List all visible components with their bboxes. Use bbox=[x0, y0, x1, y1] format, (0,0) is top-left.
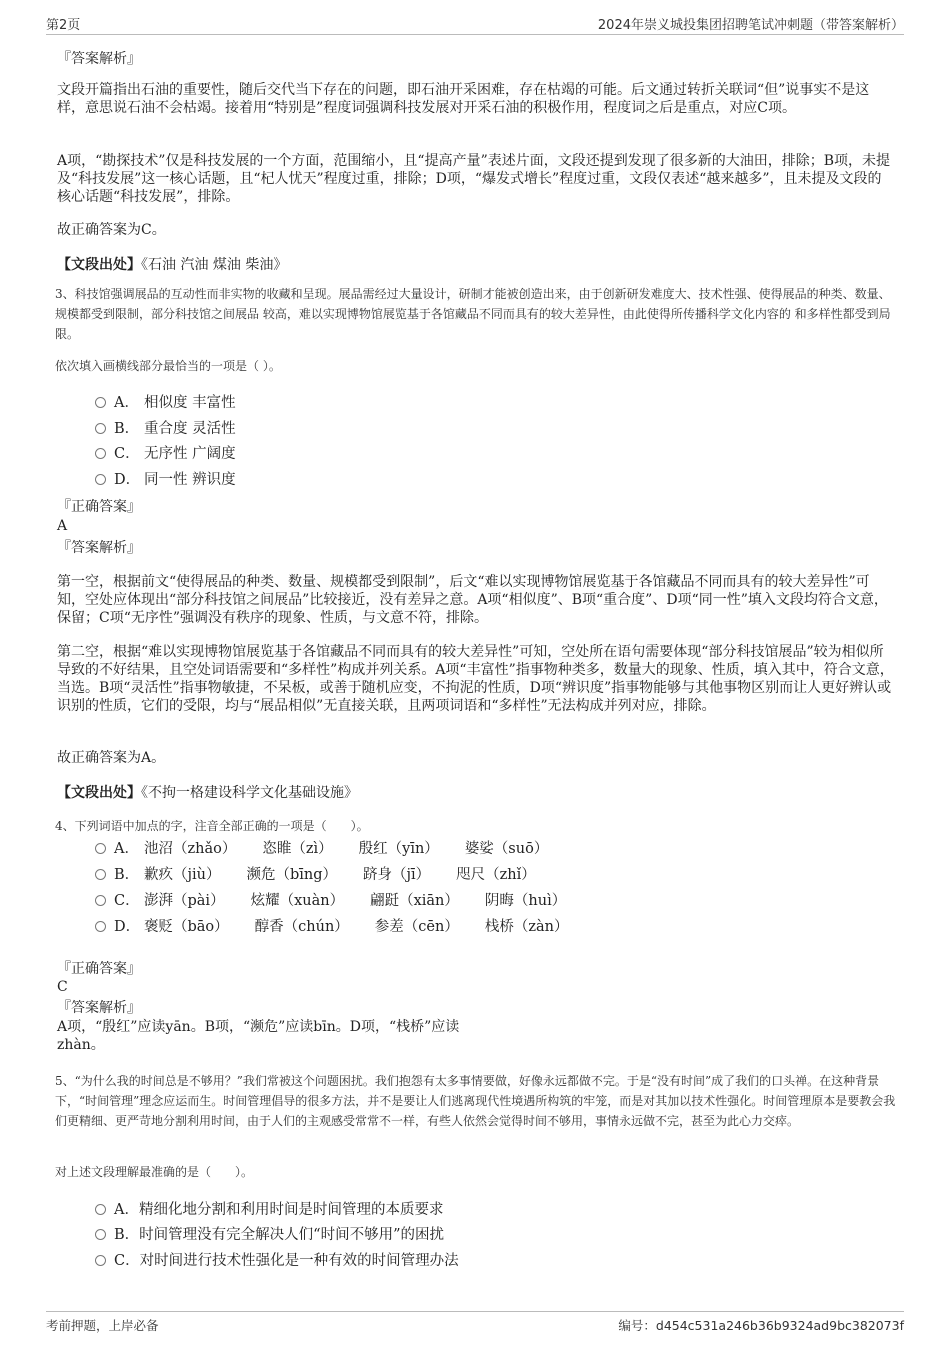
radio-icon[interactable] bbox=[95, 895, 106, 906]
radio-icon[interactable] bbox=[95, 921, 106, 932]
option-a[interactable]: A．精细化地分割和利用时间是时间管理的本质要求 bbox=[95, 1200, 443, 1220]
question-prompt: 对上述文段理解最准确的是（ ）。 bbox=[55, 1165, 254, 1179]
analysis-label: 『答案解析』 bbox=[57, 51, 141, 67]
question-stem: 4、下列词语中加点的字，注音全部正确的一项是（ ）。 bbox=[55, 819, 369, 833]
correct-answer-statement: 故正确答案为C。 bbox=[57, 222, 166, 238]
radio-icon[interactable] bbox=[95, 474, 106, 485]
analysis-paragraph: 第一空，根据前文“使得展品的种类、数量、规模都受到限制”，后文“难以实现博物馆展览基于各馆藏品不同而具有的较大差异性”可知，空处应体现出“部分科技馆之间展品”比较接近，没有差异之意。A项“相似度”、B项“重合度”、D项“同一性”填入文段均符合文意，保留；C项“无序性”强调没有秩序的现象、性质，与文意不符，排除。 bbox=[57, 574, 888, 626]
analysis-line: A项，“殷红”应读yān。B项，“濒危”应读bīn。D项，“栈桥”应读 bbox=[57, 1019, 460, 1035]
option-c[interactable]: C． 无序性 广阔度 bbox=[95, 444, 236, 464]
option-b[interactable]: B． 重合度 灵活性 bbox=[95, 419, 236, 439]
source-line bbox=[57, 256, 895, 274]
analysis-label: 『答案解析』 bbox=[57, 540, 141, 556]
analysis-paragraph: 文段开篇指出石油的重要性，随后交代当下存在的问题，即石油开采困难，存在枯竭的可能。后文通过转折关联词“但”说事实不是这样，意思说石油不会枯竭。接着用“特别是”程度词强调科技发展对开采石油的积极作用，程度词之后是重点，对应C项。 bbox=[57, 82, 870, 116]
radio-icon[interactable] bbox=[95, 448, 106, 459]
radio-icon[interactable] bbox=[95, 423, 106, 434]
source-label: 【文段出处】 bbox=[57, 785, 141, 801]
analysis-paragraph: A项，“勘探技术”仅是科技发展的一个方面，范围缩小，且“提高产量”表述片面，文段还提到发现了很多新的大油田，排除；B项，未提及“科技发展”这一核心话题，且“杞人忧天”程度过重，排除；D项，“爆发式增长”程度过重，文段仅表述“越来越多”，且未提及文段的核心话题“科技发展”，排除。 bbox=[57, 153, 891, 205]
analysis-paragraph: 第二空，根据“难以实现博物馆展览基于各馆藏品不同而具有的较大差异性”可知，空处所在语句需要体现“部分科技馆展品”较为相似所导致的不好结果，且空处词语需要和“多样性”构成并列关系。A项“丰富性”指事物种类多，数量大的现象、性质，填入其中，符合文意，当选。B项“灵活性”指事物敏捷，不呆板，或善于随机应变，不拘泥的性质，D项“辨识度”指事物能够与其他事物区别而让人更好辨认或识别的性质，它们的受限，均与“展品相似”无直接关联，且两项词语和“多样性”无法构成并列对应，排除。 bbox=[57, 644, 894, 714]
document-title: 2024年崇义城投集团招聘笔试冲刺题（带答案解析） bbox=[597, 18, 904, 33]
radio-icon[interactable] bbox=[95, 1255, 106, 1266]
question-stem: 3、科技馆强调展品的互动性而非实物的收藏和呈现。展品需经过大量设计，研制才能被创造出来，由于创新研发难度大、技术性强、使得展品的种类、数量、规模都受到限制，部分科技馆之间展品 较高，难以实现博物馆展览基于各馆藏品不同而具有的较大差异性，由此使得所传播科学文化内容的 和多样性都受到局限。 bbox=[55, 287, 891, 341]
source-title: 《不拘一格建设科学文化基础设施》 bbox=[141, 785, 358, 801]
correct-answer: C bbox=[57, 979, 68, 995]
answer-label: 『正确答案』 bbox=[57, 961, 141, 977]
analysis-label: 『答案解析』 bbox=[57, 1000, 141, 1016]
page-number: 第2页 bbox=[46, 18, 81, 33]
radio-icon[interactable] bbox=[95, 1229, 106, 1240]
question-stem: 5、“为什么我的时间总是不够用？”我们常被这个问题困扰。我们抱怨有太多事情要做，好像永远都做不完。于是“没有时间”成了我们的口头禅。在这种背景下，“时间管理”理念应运而生。时间管理倡导的很多方法，并不是要让人们逃离现代性境遇所构筑的牢笼，而是对其加以技术性强化。时间管理原本是要教会我们更精细、更严苛地分割利用时间，由于人们的主观感受常常不一样，有些人依然会觉得时间不够用，事情永远做不完，甚至为此心力交瘁。 bbox=[55, 1074, 896, 1128]
option-d[interactable]: D． 褒贬（bāo） 醇香（chún） 参差（cēn） 栈桥（zàn） bbox=[95, 917, 594, 937]
page-footer bbox=[46, 1311, 904, 1336]
radio-icon[interactable] bbox=[95, 1204, 106, 1215]
option-d[interactable]: D． 同一性 辨识度 bbox=[95, 470, 236, 490]
option-c[interactable]: C． 澎湃（pài） 炫耀（xuàn） 翩跹（xiān） 阴晦（huì） bbox=[95, 891, 592, 911]
option-b[interactable]: B． 歉疚（jiù） 濒危（bīng） 跻身（jī） 咫尺（zhǐ） bbox=[95, 865, 562, 885]
option-b[interactable]: B．时间管理没有完全解决人们“时间不够用”的困扰 bbox=[95, 1225, 444, 1245]
radio-icon[interactable] bbox=[95, 397, 106, 408]
radio-icon[interactable] bbox=[95, 843, 106, 854]
option-c[interactable]: C．对时间进行技术性强化是一种有效的时间管理办法 bbox=[95, 1251, 459, 1271]
source-title: 《石油 汽油 煤油 柴油》 bbox=[141, 257, 288, 273]
option-a[interactable]: A． 池沼（zhǎo） 恣睢（zì） 殷红（yīn） 婆娑（suō） bbox=[95, 839, 574, 859]
radio-icon[interactable] bbox=[95, 869, 106, 880]
page-header bbox=[46, 12, 904, 35]
correct-answer-statement: 故正确答案为A。 bbox=[57, 750, 166, 766]
answer-label: 『正确答案』 bbox=[57, 499, 141, 515]
source-line bbox=[57, 784, 895, 802]
question-prompt: 依次填入画横线部分最恰当的一项是（ ）。 bbox=[55, 359, 281, 373]
correct-answer: A bbox=[57, 518, 68, 534]
document-code: 编号：d454c531a246b36b9324ad9bc382073f bbox=[618, 1318, 904, 1333]
footer-slogan: 考前押题，上岸必备 bbox=[46, 1318, 159, 1333]
option-a[interactable]: A． 相似度 丰富性 bbox=[95, 393, 236, 413]
source-label: 【文段出处】 bbox=[57, 257, 141, 273]
analysis-line: zhàn。 bbox=[57, 1037, 105, 1053]
